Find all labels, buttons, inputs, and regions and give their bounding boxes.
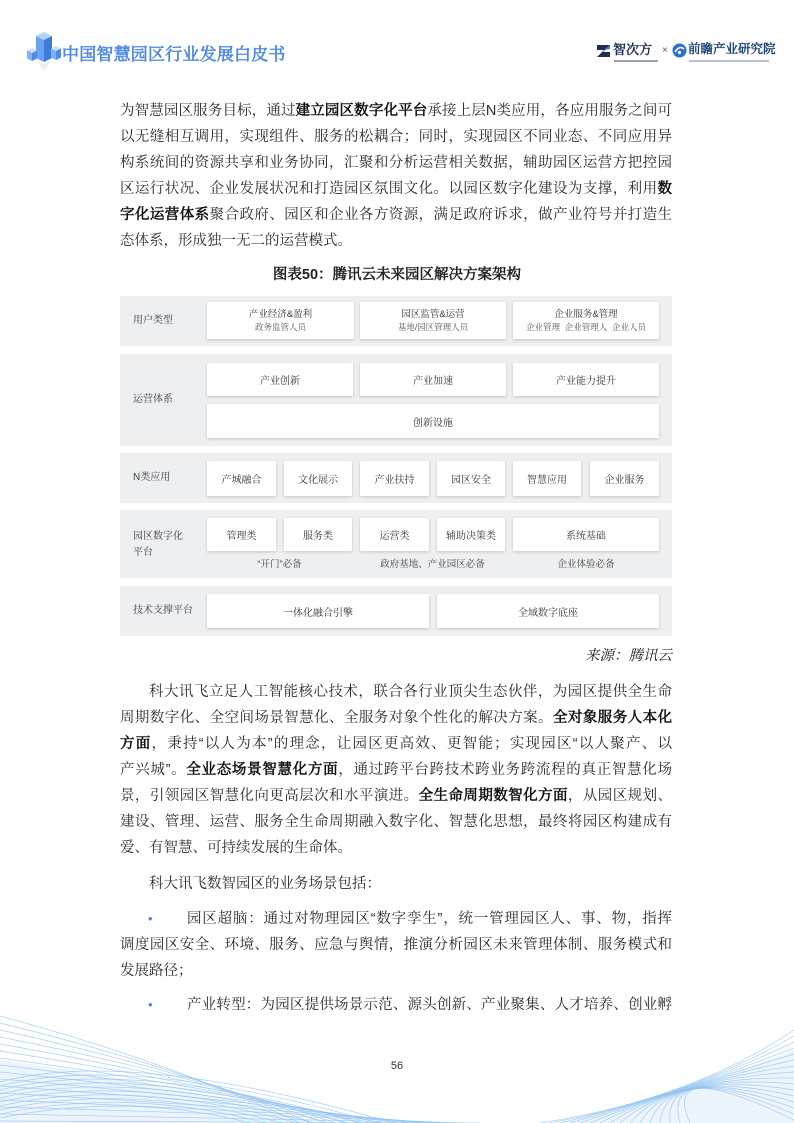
footer-wave-line: [560, 1042, 794, 1123]
footer-wave-line: [0, 1099, 282, 1123]
zhicifang-logo-icon: [595, 43, 612, 59]
bullet-item-park-brain: [120, 906, 672, 984]
paragraph-line: 科大讯飞数智园区的业务场景包括：: [149, 876, 381, 892]
bold-text-run: 建立园区数字化平台: [295, 103, 428, 119]
platform-note: “开门”必备: [257, 559, 302, 570]
bullet-line: 发展路径；: [120, 963, 193, 979]
band-label-operations: 运营体系: [133, 394, 173, 405]
bullet-line: 产业转型：为园区提供场景示范、源头创新、产业聚集、人才培养、创业孵: [187, 997, 672, 1013]
paragraph-line: [120, 731, 672, 757]
box-app: 产业扶持: [360, 461, 429, 496]
bullet-line: 调度园区安全、环境、服务、应急与舆情，推演分析园区未来管理体制、服务模式和: [120, 937, 672, 953]
footer-wave-line: [0, 1106, 250, 1123]
paragraph-line: 科大讯飞立足人工智能核心技术，联合各行业顶尖生态伙伴，为园区提供全生命: [149, 684, 672, 700]
bullet-dot-icon: •: [148, 911, 153, 926]
bullet-line: 园区超脑：通过对物理园区“数字孪生”，统一管理园区人、事、物，指挥: [187, 911, 672, 927]
footer-wave-line: [610, 1072, 794, 1123]
footer-wave-line: [0, 1093, 432, 1123]
bold-text-run: 全生命周期数智化方面: [418, 788, 568, 804]
box-innovation-facilities: 创新设施: [207, 404, 659, 438]
paragraph-platform: [120, 98, 672, 254]
page-number: 56: [390, 1060, 404, 1072]
footer-wave-line: [0, 1107, 456, 1123]
text-run: 景，引领园区智慧化向更高层次和水平演进。: [120, 788, 419, 804]
whitepaper-cube-logo-icon: [26, 30, 62, 72]
bold-text-run: 数: [657, 181, 672, 197]
box-platform: 管理类: [207, 518, 276, 551]
footer-wave-line: [0, 1037, 336, 1123]
bullet-item-industry-transformation: [120, 992, 672, 1018]
band-label-tech-support: 技术支撑平台: [133, 605, 193, 616]
box-title: 产业经济&盈利: [248, 309, 313, 320]
band-user-types: [120, 296, 672, 346]
band-digital-platform: [120, 510, 672, 578]
footer-wave-line: [0, 1086, 420, 1123]
footer-wave-line: [540, 1030, 794, 1123]
footer-wave-line: [630, 1082, 794, 1123]
paragraph-line: 构系统间的资源共享和业务协同，汇聚和分析运营相关数据，辅助园区运营方把控园: [120, 155, 672, 171]
footer-wave-line: [650, 1086, 794, 1123]
box-operation: 产业能力提升: [513, 363, 659, 396]
box-user-type: [207, 302, 354, 339]
figure-title: 图表50：腾讯云未来园区解决方案架构: [272, 267, 522, 283]
box-app: 园区安全: [437, 461, 505, 496]
box-operation: 产业加速: [360, 363, 506, 396]
text-run: 区运行状况、企业发展状况和打造园区氛围文化。以园区数字化建设为支撑，利用: [120, 181, 658, 197]
paragraph-scenarios-intro: [120, 871, 672, 897]
band-label-digital-platform-line1: 园区数字化: [133, 531, 183, 542]
text-run: ，从园区规划、: [567, 788, 673, 804]
footer-wave-line: [0, 1072, 396, 1123]
box-app: 文化展示: [284, 461, 352, 496]
paragraph-line: [120, 705, 672, 731]
footer-wave-line: [0, 1095, 298, 1123]
footer-wave-line: [660, 1087, 794, 1123]
text-run: 承接上层N类应用，各应用服务之间可: [427, 103, 673, 119]
band-n-apps: [120, 453, 672, 503]
platform-note: 政府基地、产业园区必备: [380, 559, 485, 570]
paragraph-iflytek: [120, 679, 672, 861]
bold-text-run: 字化运营体系: [120, 207, 210, 223]
box-operation: 产业创新: [207, 363, 353, 396]
band-operations: [120, 354, 672, 446]
box-app: 智慧应用: [513, 461, 581, 496]
paragraph-line: 以无缝相互调用，实现组件、服务的松耦合；同时，实现园区不同业态、不同应用异: [120, 129, 672, 145]
band-label-n-apps: N类应用: [133, 472, 171, 483]
paragraph-line: [120, 783, 672, 809]
box-app: 企业服务: [590, 461, 659, 496]
footer-wave-line: [685, 1088, 794, 1123]
qianzhan-logo-icon: [672, 43, 687, 58]
partner-separator: ×: [662, 45, 668, 56]
box-subtitle: 政务监管人员: [254, 322, 306, 332]
bold-text-run: 方面: [120, 736, 152, 752]
footer-wave-line: [0, 1079, 408, 1123]
footer-wave-line: [670, 1088, 794, 1123]
document-title: 中国智慧园区行业发展白皮书: [62, 45, 286, 64]
box-app: 产城融合: [207, 461, 276, 496]
text-run: 周期数字化、全空间场景智慧化、全服务对象个性化的解决方案。: [120, 710, 553, 726]
paragraph-line: [120, 98, 672, 124]
footer-wave-line: [0, 1079, 362, 1123]
footer-wave-line: [0, 1083, 346, 1123]
footer-wave-line: [0, 1030, 324, 1123]
paragraph-line: 态体系，形成独一无二的运营模式。: [120, 233, 352, 249]
footer-wave-line: [0, 1087, 330, 1123]
box-tech: 一体化融合引擎: [207, 594, 429, 628]
footer-wave-line: [620, 1078, 794, 1123]
paragraph-line: [120, 757, 672, 783]
paragraph-line: 建设、管理、运营、服务全生命周期融入数字化、智慧化思想，最终将园区构建成有: [120, 814, 672, 830]
partner-logo-qianzhan: 前瞻产业研究院: [688, 42, 776, 56]
text-run: ，通过跨平台跨技术跨业务跨流程的真正智慧化场: [338, 762, 673, 778]
box-user-type: [360, 302, 506, 339]
text-run: 产兴城”。: [120, 762, 187, 778]
band-label-user-types: 用户类型: [133, 315, 173, 326]
box-platform: 辅助决策类: [437, 518, 505, 551]
footer-wave-line: [0, 1071, 394, 1123]
box-title: 园区监管&运营: [401, 309, 465, 320]
partner-logo-qianzhan-tagline: [689, 60, 769, 62]
box-title: 企业服务&管理: [554, 309, 618, 320]
text-run: 为智慧园区服务目标，通过: [120, 103, 296, 119]
paragraph-line: [120, 176, 672, 202]
footer-wave-line: [678, 1088, 794, 1123]
box-subtitle: 企业管理 企业管理人 企业人员: [526, 322, 646, 332]
footer-wave-line: [640, 1085, 794, 1123]
footer-wave-line: [0, 1091, 314, 1123]
partner-logo-zhicifang-tagline: [614, 60, 658, 62]
paragraph-line: [120, 202, 672, 228]
footer-wave-line: [0, 1100, 444, 1123]
paragraph-line: 爱、有智慧、可持续发展的生命体。: [120, 840, 352, 856]
box-platform: 运营类: [360, 518, 429, 551]
band-tech-support: [120, 586, 672, 636]
partner-logo-zhicifang: 智次方: [613, 42, 653, 57]
footer-wave-line: [550, 1036, 794, 1123]
footer-wave-line: [0, 1075, 378, 1123]
box-user-type: [513, 302, 659, 339]
box-platform: 系统基础: [513, 518, 659, 551]
footer-wave-line: [0, 1114, 468, 1123]
platform-note: 企业体验必备: [557, 559, 615, 570]
box-platform: 服务类: [284, 518, 352, 551]
box-subtitle: 基地/园区管理人员: [397, 322, 469, 332]
architecture-diagram: [120, 296, 672, 636]
bold-text-run: 全业态场景智慧化方面: [186, 762, 339, 778]
text-run: 聚合政府、园区和企业各方资源，满足政府诉求，做产业符号并打造生: [209, 207, 673, 223]
bullet-dot-icon: •: [148, 997, 153, 1012]
bold-text-run: 全对象服务人本化: [552, 710, 672, 726]
footer-wave-line: [0, 1102, 266, 1123]
text-run: ，秉持“以人为本”的理念，让园区更高效、更智能；实现园区“以人聚产、以: [151, 736, 673, 752]
box-tech: 全域数字底座: [437, 594, 659, 628]
footer-wave-line: [0, 1044, 348, 1123]
footer-wave-line: [600, 1066, 794, 1123]
figure-source: 来源：腾讯云: [585, 648, 672, 664]
band-label-digital-platform-line2: 平台: [133, 547, 153, 558]
